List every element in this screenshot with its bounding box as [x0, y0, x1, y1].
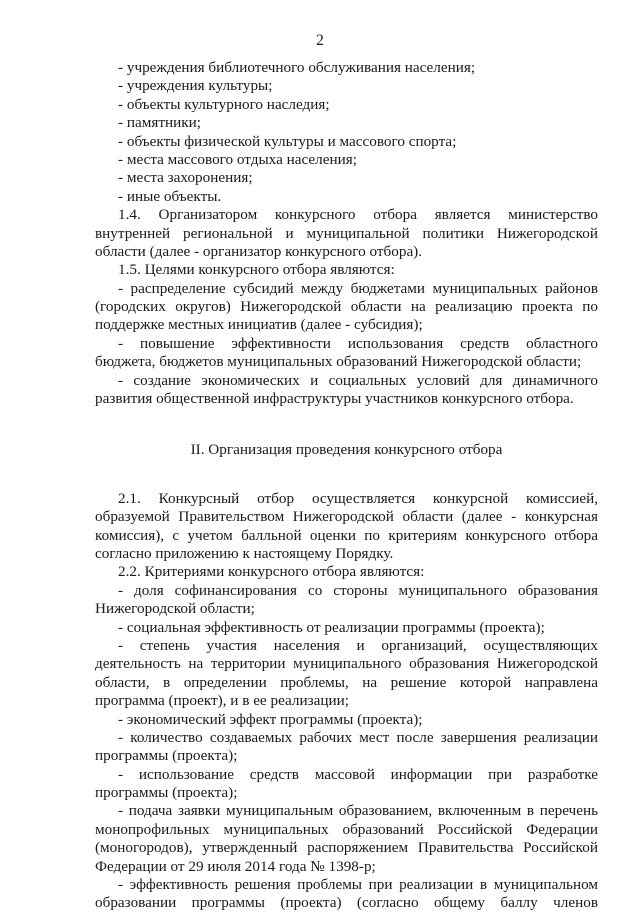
- paragraph-2-1-line: комиссия), с учетом балльной оценки по критериям конкурсного отбора: [95, 526, 598, 544]
- paragraph-2-2-line: - экономический эффект программы (проекта);: [118, 710, 423, 728]
- paragraph-2-2-line: образовании программы (проекта) (согласно общему баллу членов: [95, 894, 598, 912]
- paragraph-2-2-line: - социальная эффективность от реализации программы (проекта);: [118, 618, 545, 636]
- list-item: - учреждения библиотечного обслуживания населения;: [118, 59, 476, 76]
- section-title: II. Организация проведения конкурсного отбора: [190, 441, 503, 459]
- section-spacer: [95, 408, 598, 441]
- paragraph-2-1-line: 2.1. Конкурсный отбор осуществляется конкурсной комиссией,: [118, 489, 598, 507]
- document-body: [95, 59, 598, 913]
- paragraph-1-5-line: (городских округов) Нижегородской области на реализацию проекта по: [95, 298, 598, 316]
- paragraph-1-5-line: - создание экономических и социальных условий для динамичного: [118, 371, 598, 389]
- paragraph-2-2-line: программы (проекта);: [95, 784, 238, 802]
- list-item: - объекты культурного наследия;: [118, 95, 330, 113]
- page-number: 2: [316, 32, 324, 49]
- list-item: - объекты физической культуры и массового спорта;: [118, 132, 457, 150]
- list-item: - памятники;: [118, 114, 201, 132]
- paragraph-1-4-line: области (далее - организатор конкурсного отбора).: [95, 242, 423, 260]
- paragraph-2-2-line: монопрофильных муниципальных образований Российской Федерации: [95, 820, 598, 838]
- paragraph-2-2-line: - подача заявки муниципальным образованием, включенным в перечень: [118, 802, 598, 820]
- paragraph-2-2-line: (моногородов), утвержденный распоряжением Правительства Российской: [95, 839, 598, 857]
- paragraph-2-2-line: области, в определении проблемы, на решение которой направлена: [95, 673, 598, 691]
- paragraph-2-2-line: Федерации от 29 июля 2014 года № 1398-р;: [95, 857, 376, 875]
- paragraph-2-1-line: согласно приложению к настоящему Порядку.: [95, 544, 394, 562]
- paragraph-2-1-line: образуемой Правительством Нижегородской области (далее - конкурсная: [95, 508, 598, 526]
- paragraph-2-2-line: программа (проект), и в ее реализации;: [95, 692, 349, 710]
- paragraph-1-5-heading: 1.5. Целями конкурсного отбора являются:: [118, 261, 395, 279]
- list-item: - учреждения культуры;: [118, 77, 273, 95]
- paragraph-2-2-line: деятельность на территории муниципального образования Нижегородской: [95, 655, 598, 673]
- paragraph-1-5-line: развития общественной инфраструктуры участников конкурсного отбора.: [95, 390, 574, 408]
- paragraph-2-2-line: Нижегородской области;: [95, 600, 255, 618]
- list-item: - места захоронения;: [118, 169, 253, 187]
- paragraph-2-2-line: программы (проекта);: [95, 747, 238, 765]
- list-item: - места массового отдыха населения;: [118, 150, 357, 168]
- section-spacer: [95, 460, 598, 490]
- paragraph-1-4-line: 1.4. Организатором конкурсного отбора является министерство: [118, 206, 598, 224]
- paragraph-2-2-heading: 2.2. Критериями конкурсного отбора являются:: [118, 563, 425, 581]
- paragraph-1-5-line: - повышение эффективности использования средств областного: [118, 334, 598, 352]
- paragraph-2-2-line: - использование средств массовой информации при разработке: [118, 765, 598, 783]
- list-item: - иные объекты.: [118, 187, 222, 205]
- paragraph-1-5-line: - распределение субсидий между бюджетами муниципальных районов: [118, 279, 598, 297]
- paragraph-1-5-line: бюджета, бюджетов муниципальных образований Нижегородской области;: [95, 353, 582, 371]
- paragraph-2-2-line: - доля софинансирования со стороны муниципального образования: [118, 581, 598, 599]
- paragraph-1-4-line: внутренней региональной и муниципальной политики Нижегородской: [95, 224, 598, 242]
- paragraph-2-2-line: - эффективность решения проблемы при реализации в муниципальном: [118, 876, 598, 894]
- paragraph-2-2-line: - количество создаваемых рабочих мест после завершения реализации: [118, 728, 598, 746]
- paragraph-2-2-line: - степень участия населения и организаций, осуществляющих: [118, 636, 598, 654]
- paragraph-1-5-line: поддержке местных инициатив (далее - субсидия);: [95, 316, 423, 334]
